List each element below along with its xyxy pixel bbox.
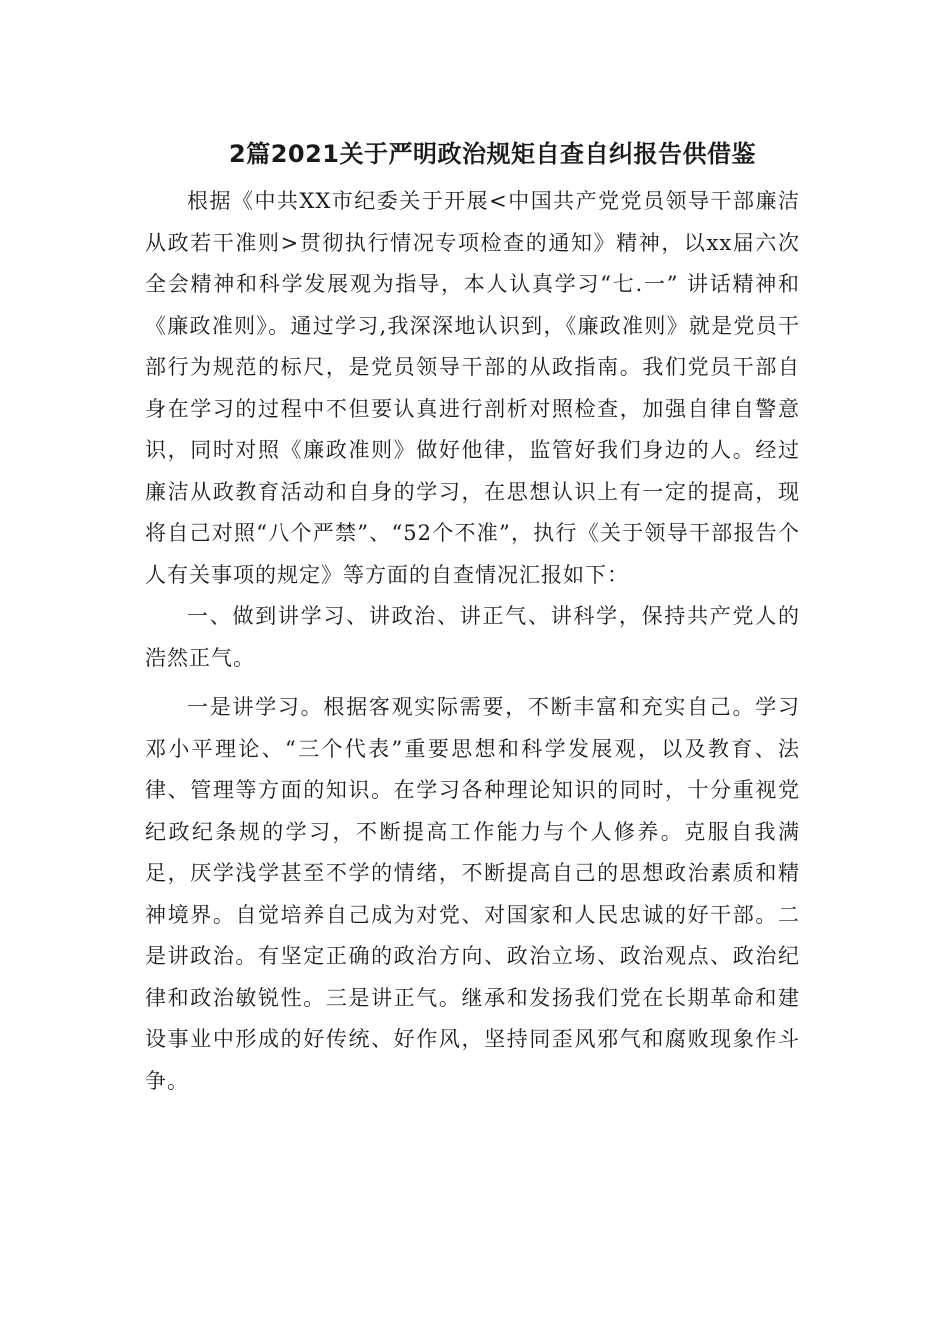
paragraph-section-one-heading: 一、做到讲学习、讲政治、讲正气、讲科学，保持共产党人的浩然正气。 xyxy=(145,604,800,670)
document-title: 2篇2021关于严明政治规矩自查自纠报告供借鉴 xyxy=(229,140,756,168)
document-body xyxy=(145,181,800,1102)
paragraph-section-one-body: 一是讲学习。根据客观实际需要，不断丰富和充实自己。学习邓小平理论、“三个代表”重要思想和科学发展观，以及教育、法律、管理等方面的知识。在学习各种理论知识的同时，十分重视党纪政纪条规的学习，不断提高工作能力与个人修养。克服自我满足，厌学浅学甚至不学的情绪，不断提高自己的思想政治素质和精神境界。自觉培养自己成为对党、对国家和人民忠诚的好干部。二是讲政治。有坚定正确的政治方向、政治立场、政治观点、政治纪律和政治敏锐性。三是讲正气。继承和发扬我们党在长期革命和建设事业中形成的好传统、好作风，坚持同歪风邪气和腐败现象作斗争。 xyxy=(145,695,800,1093)
paragraph-intro: 根据《中共XX市纪委关于开展<中国共产党党员领导干部廉洁从政若干准则>贯彻执行情况专项检查的通知》精神，以xx届六次全会精神和科学发展观为指导，本人认真学习“七.一” 讲话精神和《廉政准则》。通过学习,我深深地认识到，《廉政准则》就是党员干部行为规范的标尺，是党员领导干部的从政指南。我们党员干部自身在学习的过程中不但要认真进行剖析对照检查，加强自律自警意识，同时对照《廉政准则》做好他律，监管好我们身边的人。经过廉洁从政教育活动和自身的学习，在思想认识上有一定的提高，现将自己对照“八个严禁”、“52个不准”，执行《关于领导干部报告个人有关事项的规定》等方面的自查情况汇报如下： xyxy=(145,189,800,587)
